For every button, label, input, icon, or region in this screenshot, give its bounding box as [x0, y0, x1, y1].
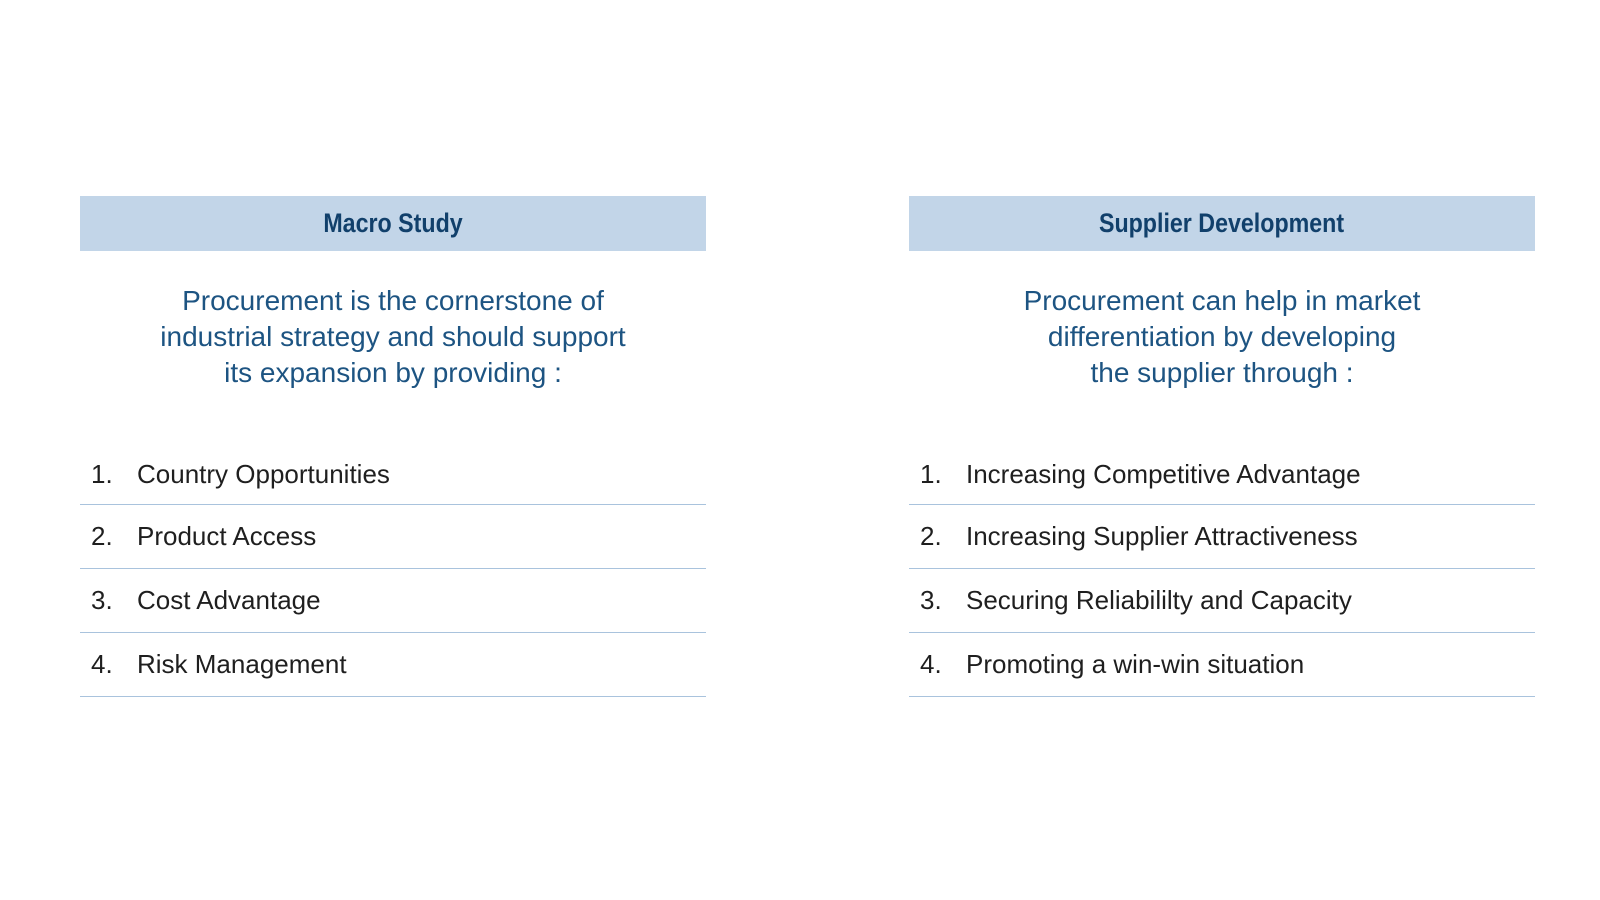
intro-line: the supplier through : — [1090, 357, 1354, 388]
item-text: Promoting a win-win situation — [966, 649, 1305, 679]
list-item — [909, 569, 1535, 633]
macro-study-title: Macro Study — [323, 208, 463, 238]
list-item — [909, 449, 1535, 505]
item-number: 2. — [920, 521, 942, 551]
intro-line: industrial strategy and should support — [160, 321, 626, 352]
item-text: Securing Reliabililty and Capacity — [966, 585, 1352, 615]
item-number: 3. — [920, 585, 942, 615]
item-text: Increasing Competitive Advantage — [966, 459, 1361, 489]
item-text: Cost Advantage — [137, 585, 321, 615]
supplier-development-header — [909, 196, 1535, 251]
macro-study-panel — [80, 196, 706, 697]
macro-study-list — [80, 449, 706, 697]
item-text: Risk Management — [137, 649, 347, 679]
item-text: Increasing Supplier Attractiveness — [966, 521, 1358, 551]
macro-study-intro — [80, 283, 706, 391]
intro-line: differentiation by developing — [1047, 321, 1397, 352]
intro-line: its expansion by providing : — [224, 357, 562, 388]
item-number: 4. — [91, 649, 113, 679]
list-item — [80, 633, 706, 697]
item-text: Country Opportunities — [137, 459, 390, 489]
macro-study-header — [80, 196, 706, 251]
item-text: Product Access — [137, 521, 317, 551]
supplier-development-intro — [909, 283, 1535, 391]
item-number: 2. — [91, 521, 113, 551]
supplier-development-panel — [909, 196, 1535, 697]
list-item — [80, 505, 706, 569]
list-item — [80, 449, 706, 505]
intro-line: Procurement is the cornerstone of — [182, 285, 604, 316]
list-item — [80, 569, 706, 633]
list-item — [909, 633, 1535, 697]
supplier-development-list — [909, 449, 1535, 697]
item-number: 1. — [91, 459, 113, 489]
list-item — [909, 505, 1535, 569]
item-number: 4. — [920, 649, 942, 679]
intro-line: Procurement can help in market — [1023, 285, 1421, 316]
supplier-development-title: Supplier Development — [1099, 208, 1345, 238]
item-number: 3. — [91, 585, 113, 615]
item-number: 1. — [920, 459, 942, 489]
